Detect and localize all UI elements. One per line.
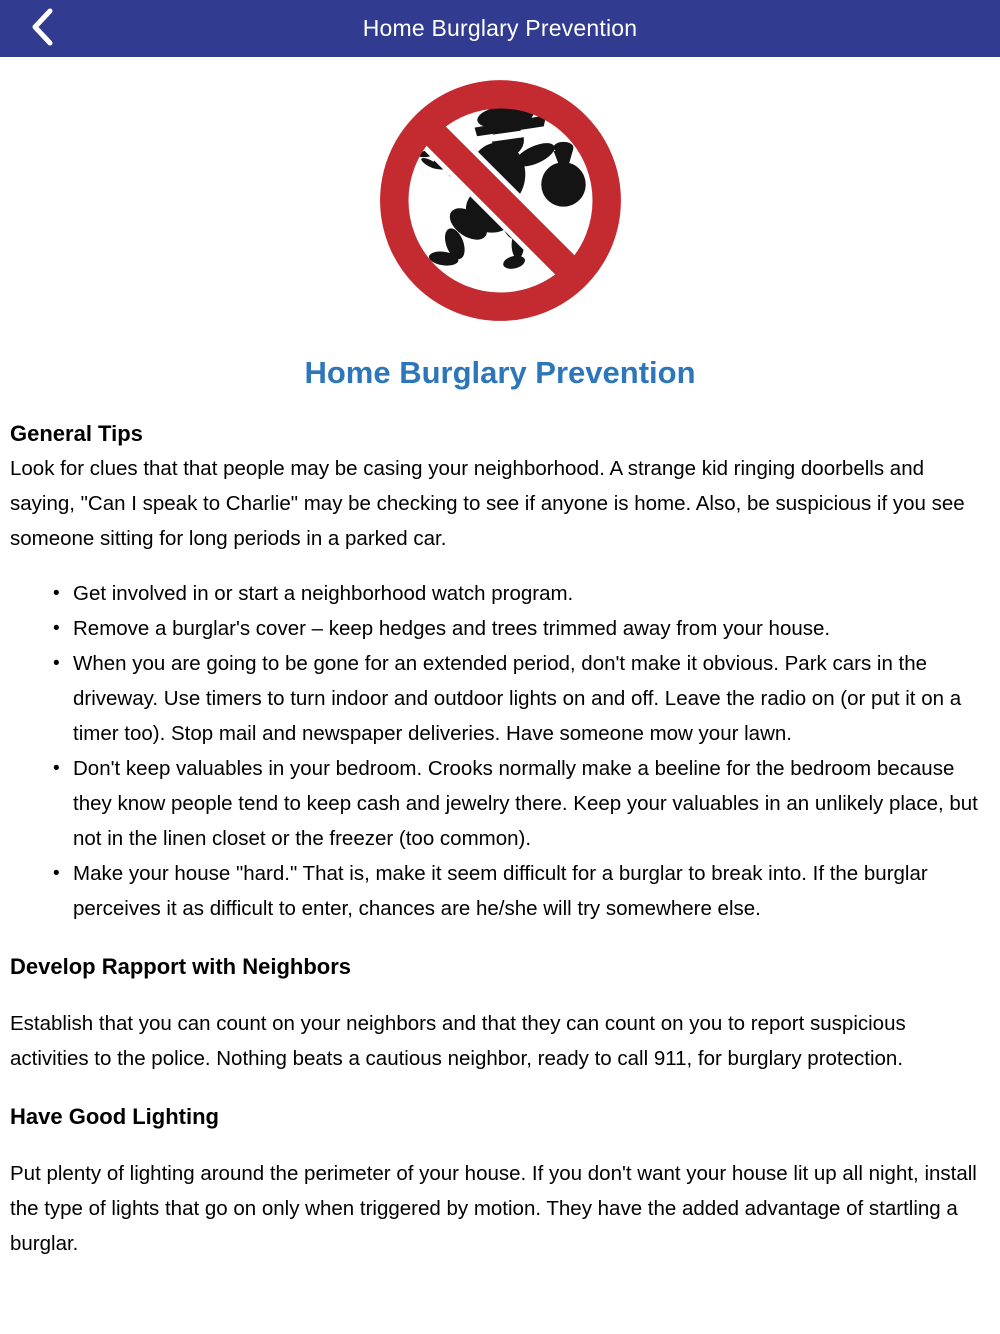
good-lighting-text: Put plenty of lighting around the perimeter of your house. If you don't want your house lit up all night, install the type of lights that go on only when triggered by motion. They have the added advantage of startling a burglar. <box>10 1162 977 1255</box>
list-item: • Don't keep valuables in your bedroom. Crooks normally make a beeline for the bedroom because they know people tend to keep cash and jewelry there. Keep your valuables in an unlikely place, but not in the linen closet or the freezer (too common). <box>10 751 990 856</box>
general-tips-intro: Look for clues that that people may be casing your neighborhood. A strange kid ringing doorbells and saying, "Can I speak to Charlie" may be checking to see if anyone is home. Also, be suspicious if you see someone sitting for long periods in a parked car. <box>10 457 965 550</box>
nav-bar <box>0 0 1000 57</box>
section-heading-develop-rapport: Develop Rapport with Neighbors <box>10 954 352 979</box>
no-burglar-icon <box>10 77 990 324</box>
tips-list <box>10 576 990 926</box>
section-heading-good-lighting: Have Good Lighting <box>10 1104 219 1129</box>
nav-title: Home Burglary Prevention <box>362 15 638 41</box>
list-item: • Make your house "hard." That is, make it seem difficult for a burglar to break into. If the burglar perceives it as difficult to enter, chances are he/she will try somewhere else. <box>10 856 990 926</box>
content <box>0 77 1000 1271</box>
section-heading-general-tips: General Tips <box>10 421 143 446</box>
page-title: Home Burglary Prevention <box>304 355 696 390</box>
list-item: • When you are going to be gone for an extended period, don't make it obvious. Park cars in the driveway. Use timers to turn indoor and outdoor lights on and off. Leave the radio on (or put it on a timer too). Stop mail and newspaper deliveries. Have someone mow your lawn. <box>10 646 990 751</box>
list-item: • Get involved in or start a neighborhood watch program. <box>10 576 990 611</box>
list-item: • Remove a burglar's cover – keep hedges and trees trimmed away from your house. <box>10 611 990 646</box>
develop-rapport-text: Establish that you can count on your neighbors and that they can count on you to report suspicious activities to the police. Nothing beats a cautious neighbor, ready to call 911, for burglary protection. <box>10 1012 906 1070</box>
back-button[interactable] <box>16 0 68 57</box>
chevron-left-icon <box>29 7 55 50</box>
